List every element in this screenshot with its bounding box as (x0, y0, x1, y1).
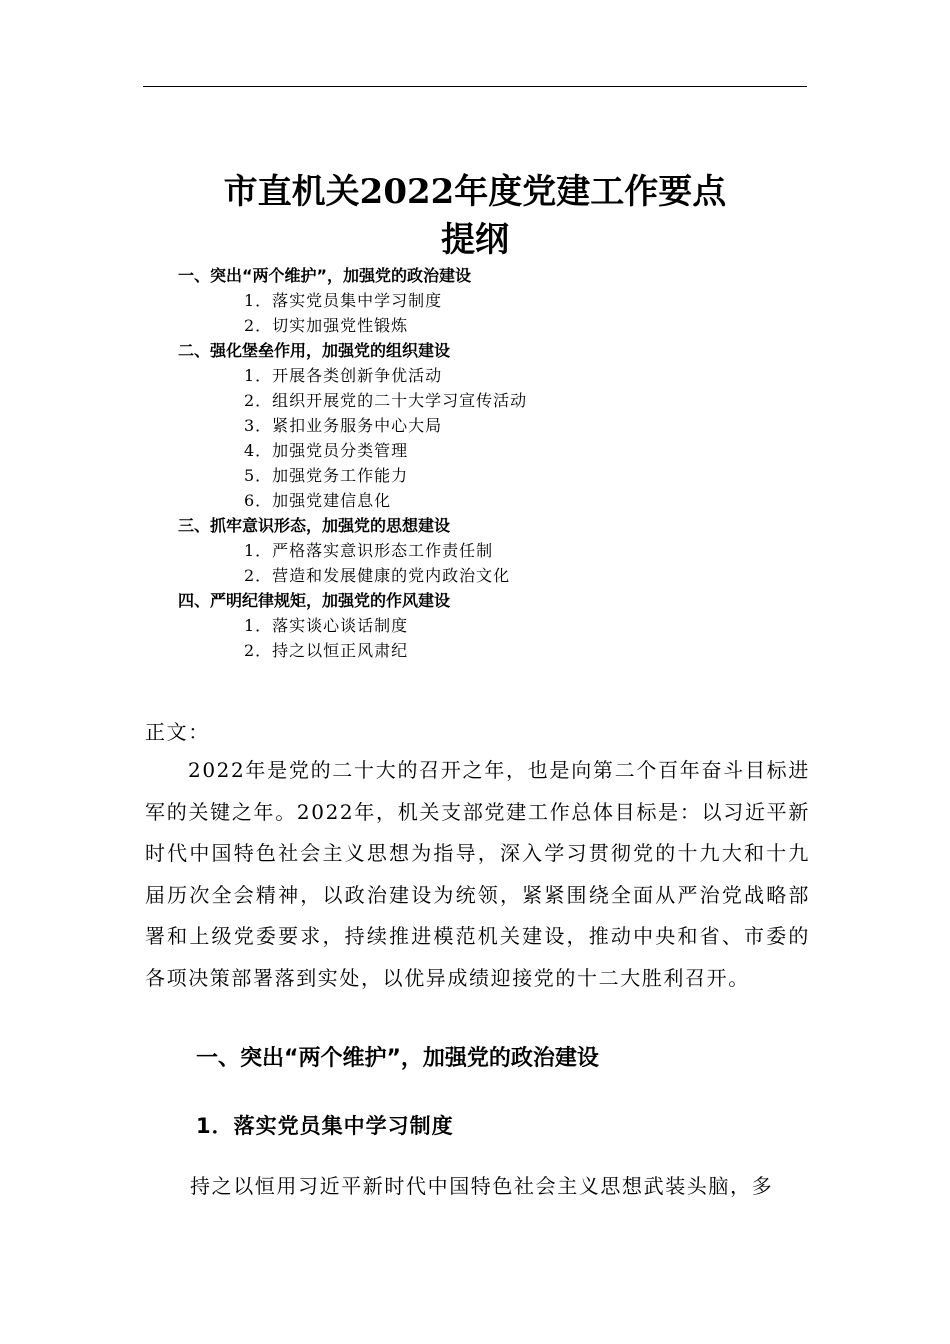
outline-item: 1．落实谈心谈话制度 (244, 616, 409, 635)
outline-item: 2．组织开展党的二十大学习宣传活动 (244, 391, 528, 410)
document-subtitle: 提纲 (441, 220, 509, 260)
outline-section-heading: 三、抓牢意识形态，加强党的思想建设 (178, 516, 451, 535)
outline (0, 263, 950, 663)
outline-item: 5．加强党务工作能力 (244, 466, 409, 485)
outline-item: 2．切实加强党性锻炼 (244, 316, 409, 335)
header-rule (143, 86, 807, 87)
body-paragraph: 持之以恒用习近平新时代中国特色社会主义思想武装头脑，多 (190, 1174, 774, 1198)
outline-item: 4．加强党员分类管理 (244, 441, 409, 460)
outline-item: 2．持之以恒正风肃纪 (244, 641, 409, 660)
body-label: 正文： (145, 720, 210, 744)
outline-section-heading: 一、突出“两个维护”，加强党的政治建设 (178, 266, 472, 285)
outline-item: 1．严格落实意识形态工作责任制 (244, 541, 494, 560)
document-title: 市直机关2022年度党建工作要点 (223, 172, 727, 212)
subsection-heading: 1．落实党员集中学习制度 (196, 1114, 454, 1138)
outline-item: 6．加强党建信息化 (244, 491, 392, 510)
intro-paragraph: 2022年是党的二十大的召开之年，也是向第二个百年奋斗目标进军的关键之年。2022年，机关支部党建工作总体目标是：以习近平新时代中国特色社会主义思想为指导，深入学习贯彻党的十九大和十九届历次全会精神，以政治建设为统领，紧紧围绕全面从严治党战略部署和上级党委要求，持续推进模范机关建设，推动中央和省、市委的各项决策部署落到实处，以优异成绩迎接党的十二大胜利召开。 (145, 758, 810, 990)
outline-section-heading: 二、强化堡垒作用，加强党的组织建设 (178, 341, 451, 360)
outline-item: 1．落实党员集中学习制度 (244, 291, 443, 310)
outline-item: 2．营造和发展健康的党内政治文化 (244, 566, 511, 585)
outline-item: 1．开展各类创新争优活动 (244, 366, 443, 385)
outline-item: 3．紧扣业务服务中心大局 (244, 416, 443, 435)
section-heading: 一、突出“两个维护”，加强党的政治建设 (196, 1046, 599, 1071)
outline-section-heading: 四、严明纪律规矩，加强党的作风建设 (178, 591, 451, 610)
